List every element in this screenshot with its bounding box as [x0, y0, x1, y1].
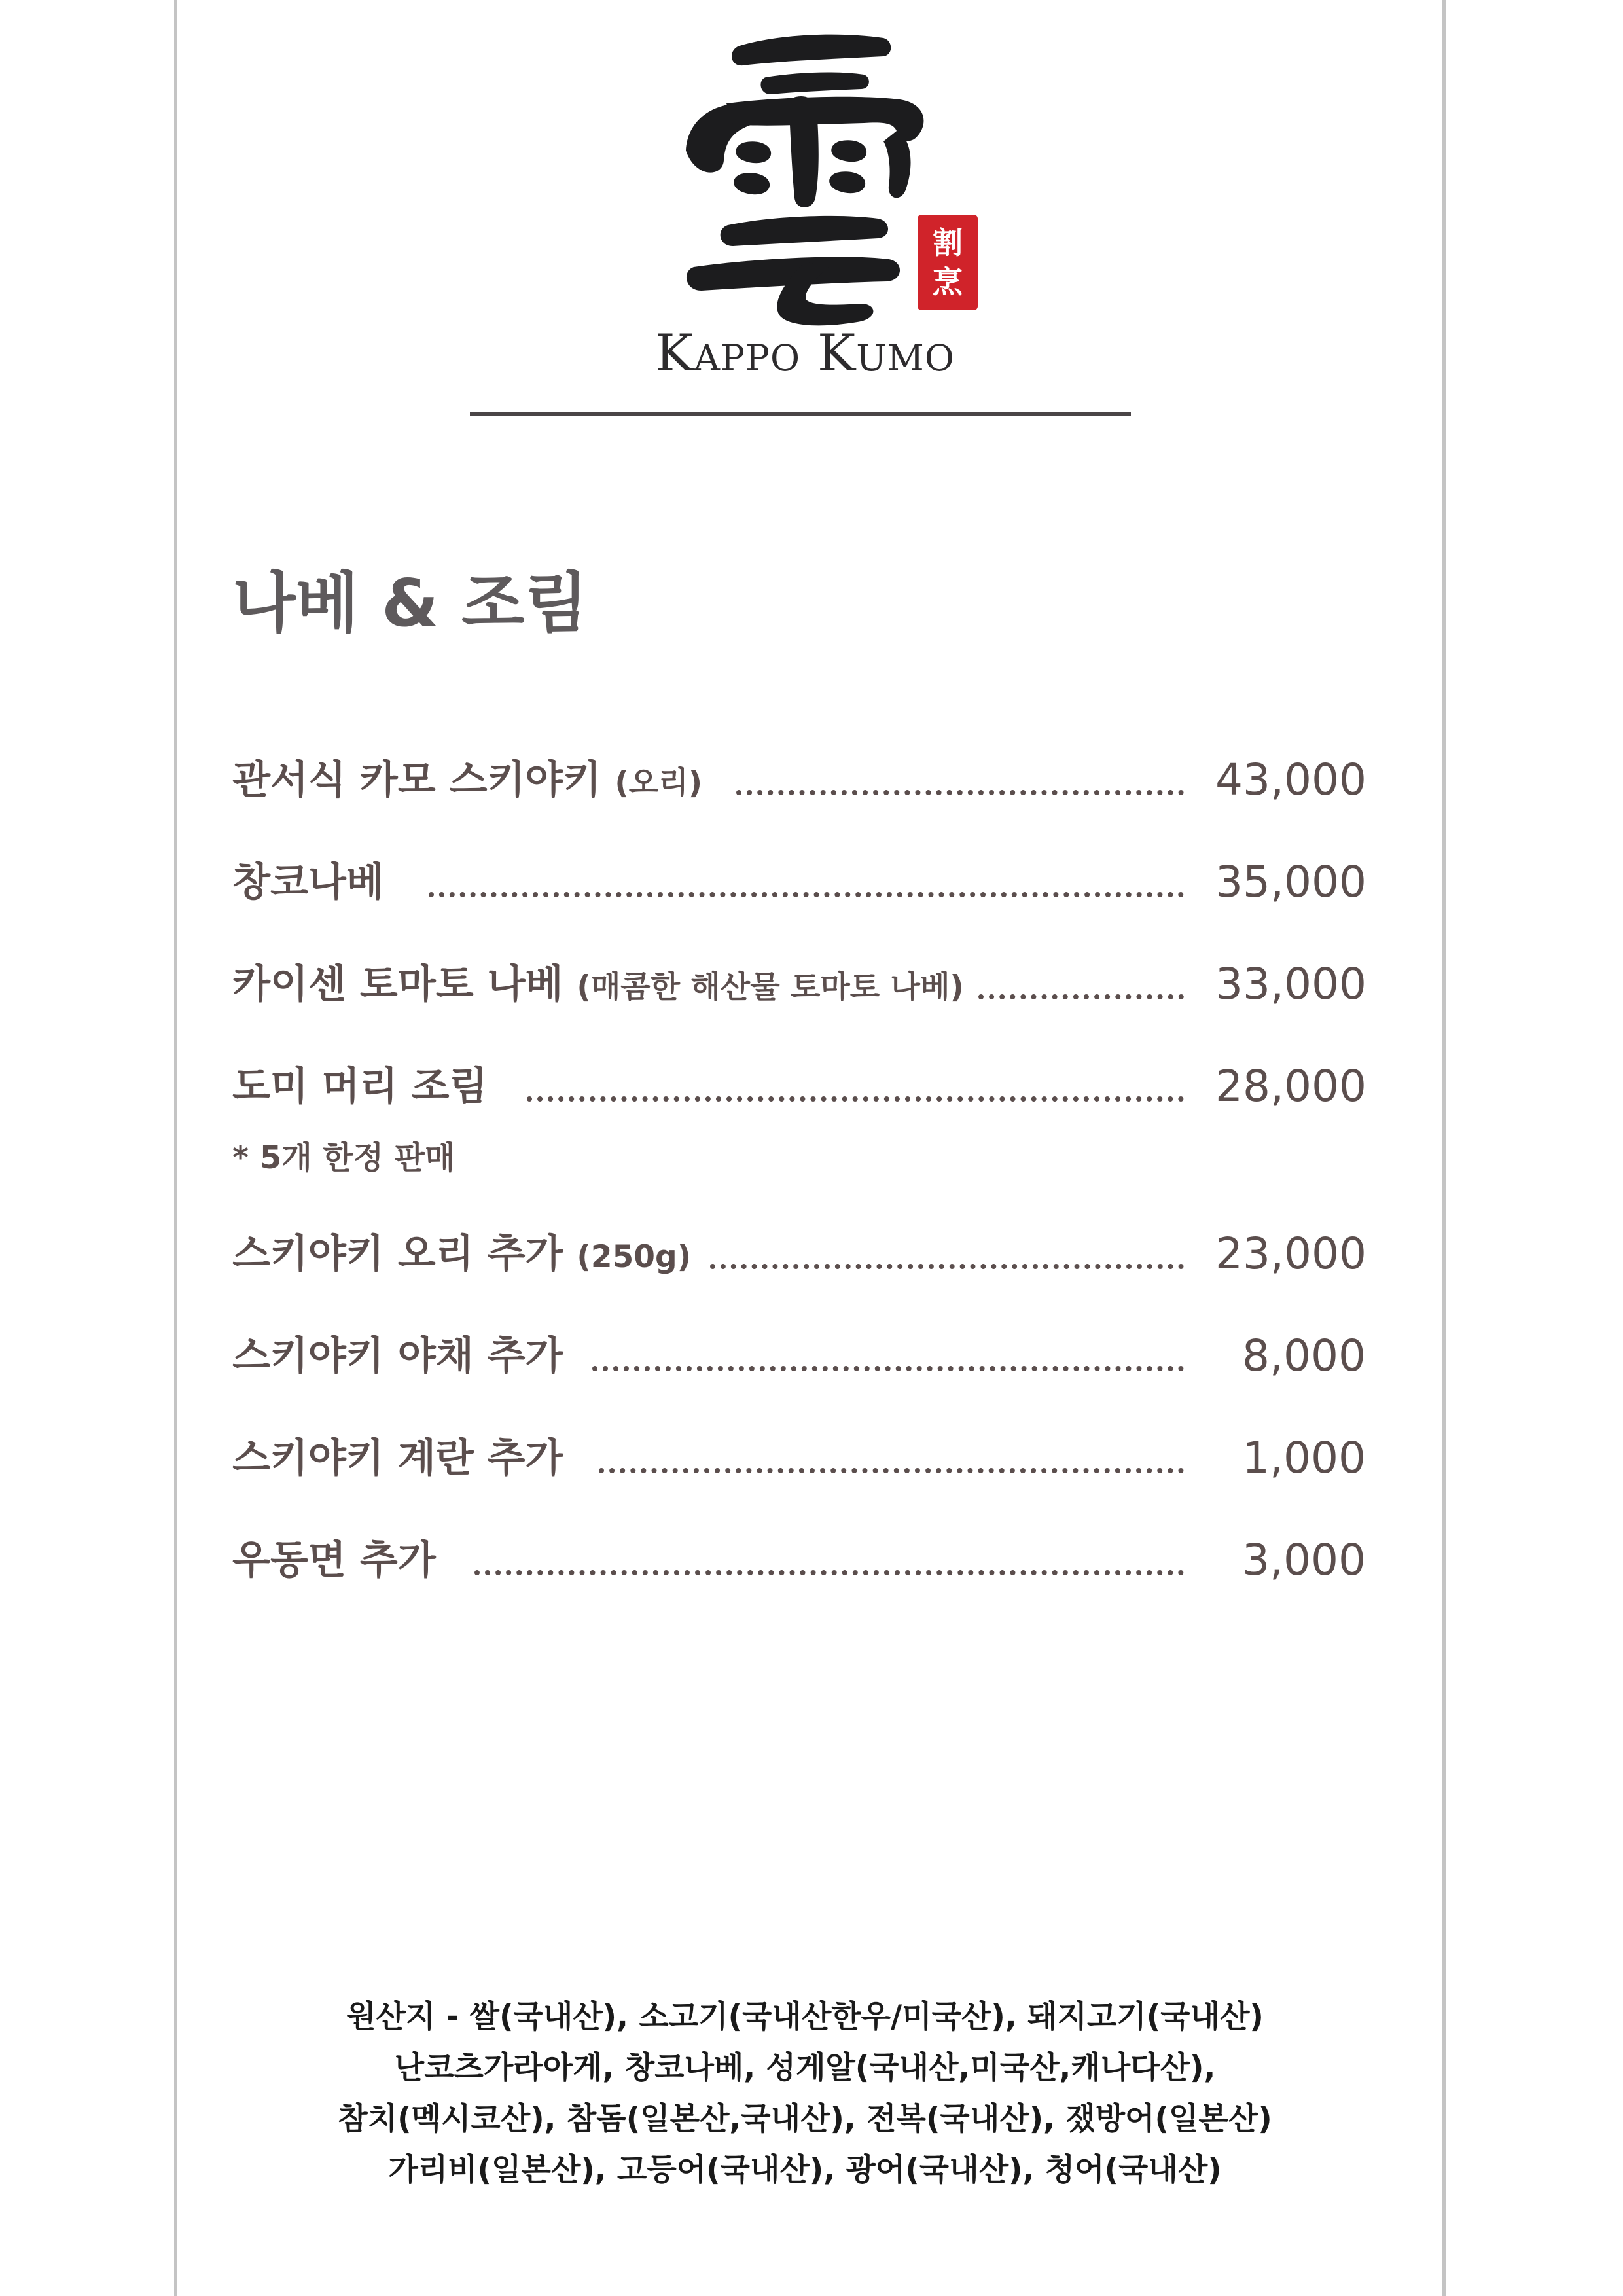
kumo-logo-icon: [668, 26, 942, 334]
item-price: 43,000: [1215, 755, 1366, 805]
item-name: 도미 머리 조림: [232, 1057, 501, 1116]
item-name: 스키야키 야채 추가: [232, 1327, 576, 1386]
item-name: 우동면 추가: [232, 1531, 449, 1590]
menu-item: [232, 1225, 1366, 1283]
leader-dots: [710, 1264, 1184, 1269]
leader-dots: [599, 1468, 1184, 1473]
seal-stamp: [918, 215, 978, 310]
seal-char-bottom: 烹: [933, 264, 963, 300]
item-note: (오리): [615, 765, 703, 801]
item-note: (250g): [577, 1239, 692, 1275]
menu-item: [232, 853, 1366, 912]
item-name: 창코나베: [232, 853, 397, 912]
origin-line: 가리비(일본산), 고등어(국내산), 광어(국내산), 청어(국내산): [388, 2152, 1222, 2188]
menu-item: [232, 1429, 1366, 1488]
item-name: 스키야키 오리 추가 (250g): [232, 1225, 704, 1287]
item-price: 3,000: [1242, 1535, 1366, 1585]
menu-item: [232, 751, 1366, 810]
leader-dots: [474, 1570, 1184, 1575]
left-border-line: [174, 0, 177, 2296]
limited-quantity-note: * 5개 한정 판매: [232, 1139, 455, 1176]
brand-name: Kappo Kumo: [655, 324, 955, 383]
item-note: (매콤한 해산물 토마토 나베): [577, 969, 964, 1005]
origin-line: 원산지 - 쌀(국내산), 소고기(국내산한우/미국산), 돼지고기(국내산): [346, 1999, 1264, 2035]
item-price: 28,000: [1215, 1061, 1366, 1111]
menu-item: [232, 1327, 1366, 1386]
menu-item: [232, 955, 1366, 1014]
menu-item: [232, 1057, 1366, 1116]
section-title: 나베 & 조림: [232, 565, 588, 641]
seal-char-top: 割: [933, 225, 963, 260]
item-price: 33,000: [1215, 959, 1366, 1009]
leader-dots: [429, 892, 1184, 897]
item-price: 35,000: [1215, 857, 1366, 907]
origin-line: 난코츠가라아게, 창코나베, 성게알(국내산,미국산,캐나다산),: [394, 2050, 1216, 2086]
leader-dots: [527, 1096, 1184, 1102]
item-name: 스키야키 계란 추가: [232, 1429, 576, 1488]
leader-dots: [736, 790, 1184, 795]
item-price: 23,000: [1215, 1229, 1366, 1279]
item-price: 8,000: [1242, 1331, 1366, 1381]
origin-line: 참치(멕시코산), 참돔(일본산,국내산), 전복(국내산), 쟀방어(일본산): [338, 2101, 1272, 2137]
leader-dots: [978, 994, 1184, 999]
menu-item: [232, 1531, 1366, 1590]
leader-dots: [592, 1366, 1184, 1371]
right-border-line: [1442, 0, 1446, 2296]
item-price: 1,000: [1242, 1433, 1366, 1483]
item-name: 관서식 카모 스키야키 (오리): [232, 751, 715, 813]
brand-divider: [470, 412, 1131, 416]
item-name: 카이센 토마토 나베 (매콤한 해산물 토마토 나베): [232, 955, 977, 1017]
